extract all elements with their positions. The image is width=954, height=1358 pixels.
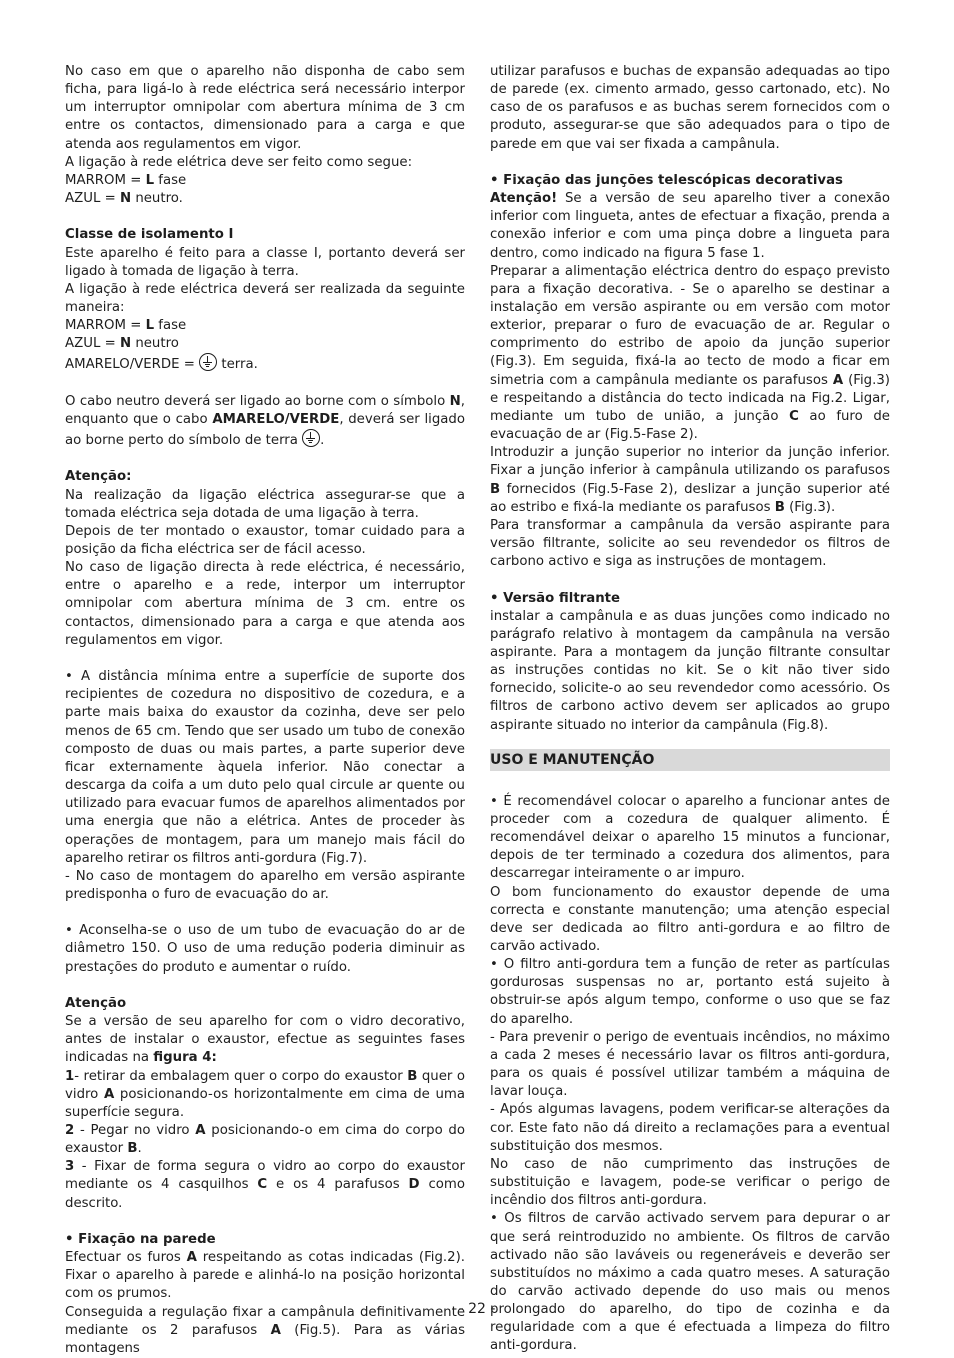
earth-ground-icon bbox=[199, 353, 217, 371]
paragraph: Na realização da ligação eléctrica assegurar-se que a tomada eléctrica seja dotada de uma ligação à terra. bbox=[65, 487, 465, 521]
step-1: 1- retirar da embalagem quer o corpo do exaustor B quer o vidro A posicionando-os horizontalmente em cima de uma superfície segura. bbox=[65, 1068, 465, 1120]
wire-line: MARROM = L fase bbox=[65, 318, 187, 334]
paragraph: • O filtro anti-gordura tem a função de reter as partículas gordurosas suspensas no ar, portanto está sujeito à obstruir-se após algum tempo, conforme o uso que se faz do aparelho. bbox=[490, 957, 890, 1027]
intro-paragraph: No caso em que o aparelho não disponha de cabo sem ficha, para ligá-lo à rede eléctrica será necessário interpor um interruptor omnipolar com abertura mínima de 3 cm entre os contactos, dimensionado para a carga e que atenda aos regulamentos em vigor. bbox=[65, 64, 465, 152]
wire-line: AZUL = N neutro bbox=[65, 336, 179, 352]
paragraph: O cabo neutro deverá ser ligado ao borne com o símbolo N, enquanto que o cabo AMARELO/VERDE, deverá ser ligado ao borne perto do símbolo de terra . bbox=[65, 393, 465, 449]
right-column bbox=[490, 63, 890, 1356]
section-heading: • Versão filtrante bbox=[490, 590, 621, 606]
section-heading: • Fixação na parede bbox=[65, 1231, 216, 1247]
paragraph: Efectuar os furos A respeitando as cotas indicadas (Fig.2). Fixar o aparelho à parede e alinhá-lo na posição horizontal com os prumos. bbox=[65, 1250, 465, 1302]
paragraph: A ligação à rede eléctrica deverá ser realizada da seguinte maneira: bbox=[65, 281, 465, 316]
paragraph: - Para prevenir o perigo de eventuais incêndios, no máximo a cada 2 meses é necessário lavar os filtros anti-gordura, para os quais é possível utilizar também a máquina de lavar louça. bbox=[490, 1029, 890, 1100]
paragraph: Preparar a alimentação eléctrica dentro do espaço previsto para a fixação decorativa. - Se o aparelho se destinar a instalação em versão aspirante ou em versão com motor exterior, preparar o furo de evacuação de ar. Regular o comprimento do estribo de apoio da junção superior (Fig.3). Em seguida, fixá-la ao tecto de modo a ficar em simetria com a campânula mediante os parafusos A (Fig.3) e respeitando a distância do tecto indicada na Fig.2. Ligar, mediante um tubo de união, a junção C ao furo de evacuação de ar (Fig.5-Fase 2). bbox=[490, 263, 890, 443]
section-heading: Classe de isolamento I bbox=[65, 227, 234, 243]
wire-line: MARROM = L fase bbox=[65, 172, 187, 188]
paragraph: Este aparelho é feito para a classe I, portanto deverá ser ligado à tomada de ligação à terra. bbox=[65, 245, 465, 279]
paragraph: • Aconselha-se o uso de um tubo de evacuação do ar de diâmetro 150. O uso de uma redução poderia diminuir as prestações do produto e aumentar o ruído. bbox=[65, 923, 465, 975]
paragraph: Depois de ter montado o exaustor, tomar cuidado para a posição da ficha eléctrica ser de fácil acesso. bbox=[65, 523, 465, 558]
paragraph: - No caso de montagem do aparelho em versão aspirante predisponha o furo de evacuação do ar. bbox=[65, 868, 465, 902]
paragraph: O bom funcionamento do exaustor depende de uma correcta e constante manutenção; uma atenção especial deve ser dedicada ao filtro anti-gordura e ao filtro de carvão activado. bbox=[490, 884, 890, 954]
paragraph: Atenção! Se a versão de seu aparelho tiver a conexão inferior com lingueta, antes de efectuar a fixação, prenda a conexão inferior e com uma pinça dobre a lingueta para dentro, como indicado na figura 5 fase 1. bbox=[490, 191, 890, 261]
step-3: 3 - Fixar de forma segura o vidro ao corpo do exaustor mediante os 4 casquilhos C e os 4 parafusos D como descrito. bbox=[65, 1159, 465, 1211]
earth-ground-icon bbox=[302, 429, 320, 447]
paragraph: utilizar parafusos e buchas de expansão adequadas ao tipo de parede (ex. cimento armado, gesso cartonado, etc). No caso de os parafusos e as buchas serem fornecidos com o produto, assegurar-se que são adequados para o tipo de parede em que vai ser fixada a campânula. bbox=[490, 64, 890, 152]
paragraph: Conseguida a regulação fixar a campânula definitivamente mediante os 2 parafusos A (Fig.5). Para as várias montagens bbox=[65, 1304, 465, 1356]
paragraph: - Após algumas lavagens, podem verificar-se alterações da cor. Este fato não dá direito a reclamações para a eventual substituição dos mesmos. bbox=[490, 1102, 890, 1154]
paragraph: • É recomendável colocar o aparelho a funcionar antes de proceder com a cozedura de qualquer alimento. É recomendável deixar o aparelho 15 minutos a funcionar, depois de ter terminado a cozedura dos alimentos, para descarregar inteiramente o ar impuro. bbox=[490, 793, 890, 882]
paragraph: instalar a campânula e as duas junções como indicado no parágrafo relativo à montagem da campânula na versão aspirante. Para a montagem da junção filtrante consultar as instruções contidas no kit. Se o kit não tiver sido fornecido, solicite-o ao seu revendedor como acessório. Os filtros de carbono activo devem ser aplicados ao grupo aspirante situado no interior da campânula (Fig.8). bbox=[490, 608, 890, 733]
paragraph: No caso de não cumprimento das instruções de substituição e lavagem, pode-se verificar o perigo de incêndio dos filtros anti-gordura. bbox=[490, 1156, 890, 1209]
wire-line: AMARELO/VERDE = terra. bbox=[65, 353, 465, 374]
step-2: 2 - Pegar no vidro A posicionando-o em cima do corpo do exaustor B. bbox=[65, 1122, 465, 1157]
intro-paragraph: A ligação à rede elétrica deve ser feito como segue: bbox=[65, 154, 413, 170]
paragraph: • A distância mínima entre a superfície de suporte dos recipientes de cozedura no dispositivo de cozedura, e a parte mais baixa do exaustor da cozinha, deve ser pelo menos de 65 cm. Tendo que ser usado um tubo de conexão composto de duas ou mais partes, a parte superior deve ficar externamente àquela inferior. Não conectar a descarga da coifa a um duto pelo qual circule ar quente ou utilizado para evacuar fumos de aparelhos alimentados por uma energia que não a elétrica. Antes de proceder às operações de montagem, para um manejo mais fácil do aparelho retirar os filtros anti-gordura (Fig.7). bbox=[65, 669, 465, 866]
section-title: USO E MANUTENÇÃO bbox=[490, 751, 655, 768]
wire-line: AZUL = N neutro. bbox=[65, 191, 183, 207]
paragraph: Se a versão de seu aparelho for com o vidro decorativo, antes de instalar o exaustor, efectue as seguintes fases indicadas na figura 4: bbox=[65, 1014, 465, 1066]
paragraph: No caso de ligação directa à rede eléctrica, é necessário, entre o aparelho e a rede, interpor um interruptor omnipolar com abertura mínima de 3 cm. entre os contactos, dimensionado para a carga e que atenda aos regulamentos em vigor. bbox=[65, 560, 465, 648]
page-number: - 22 - bbox=[458, 1301, 496, 1317]
section-title-bar bbox=[490, 749, 890, 771]
left-column bbox=[65, 63, 465, 1358]
section-heading: Atenção bbox=[65, 995, 127, 1011]
paragraph: • Os filtros de carvão activado servem para depurar o ar que será reintroduzido no ambiente. Os filtros de carvão activado não são laváveis ou regeneráveis e deverão ser substituídos no máximo a cada quatro meses. A saturação do carvão activado depende do uso mais ou menos prolongado do aparelho, do tipo de cozinha e da regularidade com a que é efectuada a limpeza do filtro anti-gordura. bbox=[490, 1211, 890, 1354]
section-heading: Atenção: bbox=[65, 469, 132, 485]
section-heading: • Fixação das junções telescópicas decorativas bbox=[490, 172, 843, 188]
paragraph: Para transformar a campânula da versão aspirante para versão filtrante, solicite ao seu revendedor os filtros de carbono activo e siga as instruções de montagem. bbox=[490, 517, 890, 570]
paragraph: Introduzir a junção superior no interior da junção inferior. Fixar a junção inferior à campânula utilizando os parafusos B fornecidos (Fig.5-Fase 2), deslizar a junção superior até ao estribo e fixá-la mediante os parafusos B (Fig.3). bbox=[490, 445, 890, 515]
